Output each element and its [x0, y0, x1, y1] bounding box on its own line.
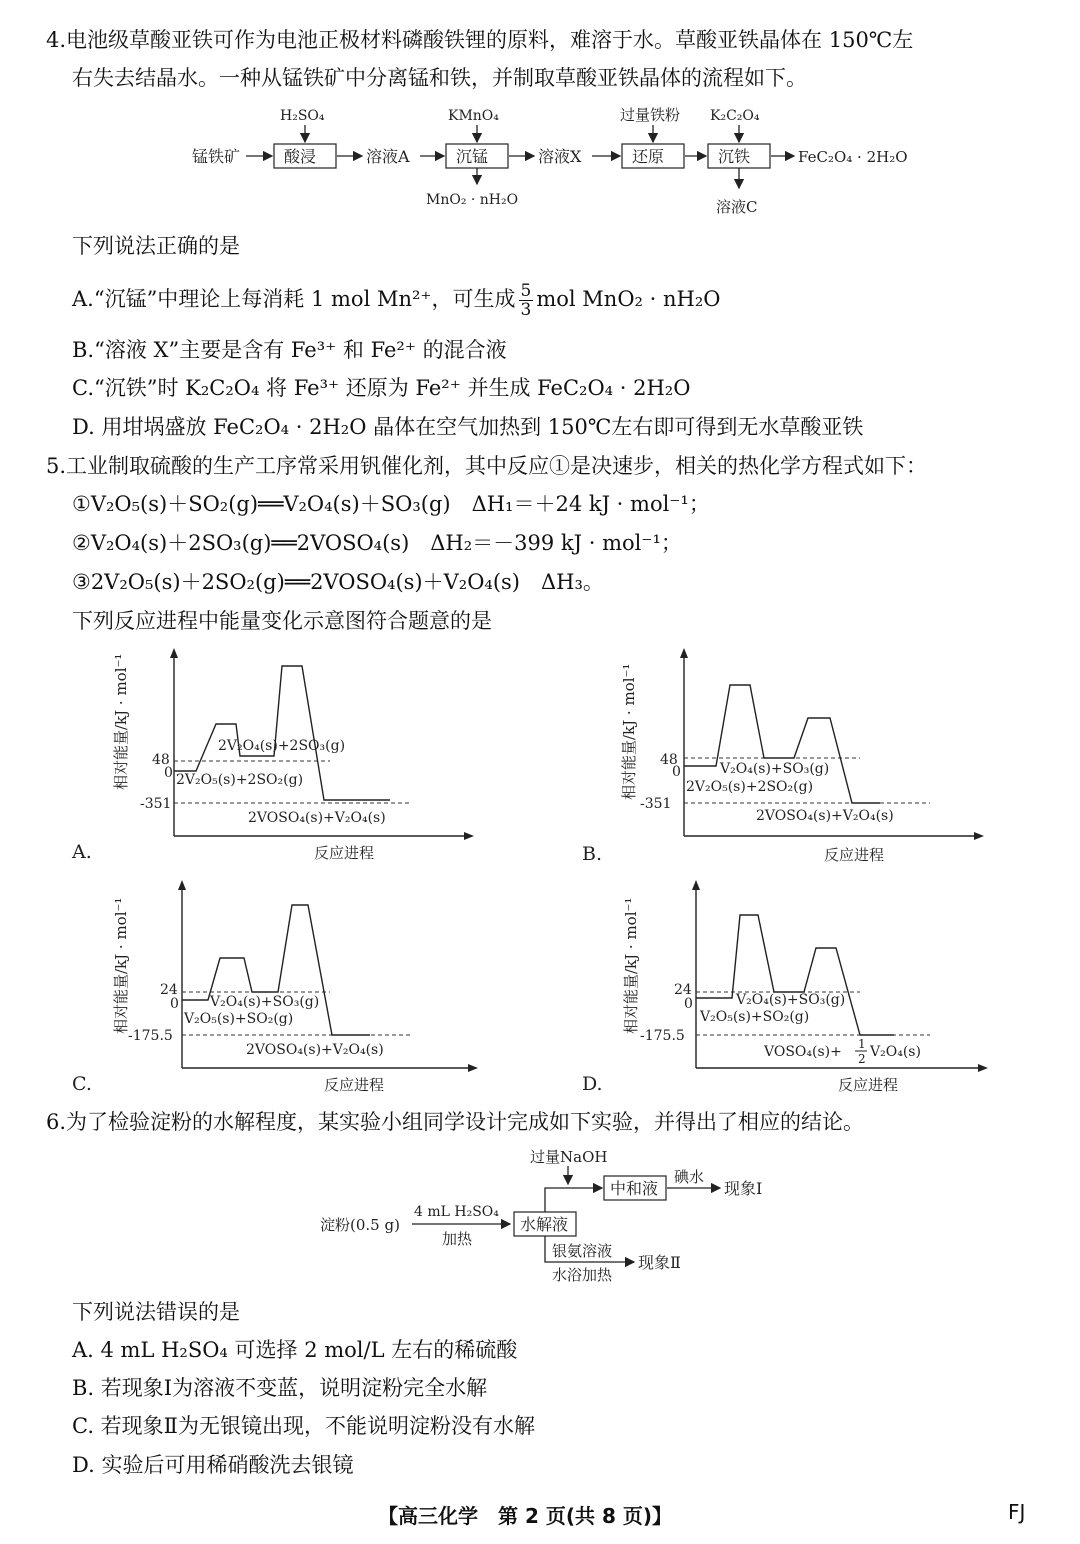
- option-label: D.: [582, 1073, 603, 1095]
- flow-ore: 锰铁矿: [192, 147, 241, 166]
- species-intermediate: V₂O₄(s)+SO₃(g): [720, 761, 830, 777]
- q6-stem: 为了检验淀粉的水解程度，某实验小组同学设计完成如下实验，并得出了相应的结论。: [66, 1110, 865, 1134]
- species-reactants: 2V₂O₅(s)+2SO₂(g): [686, 779, 814, 795]
- q4-option-a-text: A.“沉锰”中理论上每消耗 1 mol Mn²⁺，可生成: [72, 287, 516, 311]
- flow-sol-x: 溶液X: [538, 147, 582, 166]
- q5-eq2: ②V₂O₄(s)＋2SO₃(g)══2VOSO₄(s) ΔH₂＝－399 kJ · mol⁻¹；: [72, 531, 682, 555]
- flow6-start: 淀粉(0.5 g): [320, 1216, 400, 1234]
- species-products: 2VOSO₄(s)+V₂O₄(s): [248, 810, 386, 826]
- fraction-denominator: 3: [520, 300, 532, 320]
- flow6-silver-bottom: 水浴加热: [552, 1266, 613, 1284]
- flow6-reagent-bottom: 加热: [442, 1230, 473, 1248]
- tick-high: 48: [152, 752, 170, 768]
- flow-step4-product: 溶液C: [716, 198, 758, 216]
- flow6-iodine: 碘水: [674, 1168, 705, 1186]
- energy-diagram-c: [70, 872, 510, 1102]
- q6-option-b: B. 若现象Ⅰ为溶液不变蓝，说明淀粉完全水解: [72, 1376, 488, 1400]
- option-label: C.: [72, 1073, 92, 1095]
- q5-stem: 工业制取硫酸的生产工序常采用钒催化剂，其中反应①是决速步，相关的热化学方程式如下：: [66, 454, 928, 478]
- y-axis-label: 相对能量/kJ · mol⁻¹: [620, 663, 638, 800]
- flow-step2-reagent: KMnO₄: [448, 108, 499, 124]
- species-products: 2VOSO₄(s)+V₂O₄(s): [756, 808, 894, 824]
- tick-high: 48: [660, 752, 678, 768]
- q4-stem-line2: 右失去结晶水。一种从锰铁矿中分离锰和铁，并制取草酸亚铁晶体的流程如下。: [72, 66, 807, 90]
- q6-number: 6.: [46, 1110, 67, 1134]
- q6-option-c: C. 若现象Ⅱ为无银镜出现，不能说明淀粉没有水解: [72, 1414, 535, 1438]
- flow6-neutral: 中和液: [610, 1179, 659, 1198]
- flow-step2-product: MnO₂ · nH₂O: [426, 192, 519, 208]
- flow6-reagent-top: 4 mL H₂SO₄: [414, 1204, 499, 1220]
- energy-diagram-d: [580, 872, 1020, 1102]
- species-reactants: V₂O₅(s)+SO₂(g): [700, 1009, 810, 1025]
- q4-option-a: [72, 282, 720, 319]
- q4-prompt: 下列说法正确的是: [72, 234, 240, 258]
- q6-stem-line: [46, 1108, 864, 1136]
- q6-option-d: D. 实验后可用稀硝酸洗去银镜: [72, 1453, 354, 1477]
- tick-zero: 0: [170, 996, 179, 1012]
- q4-flowchart: [180, 100, 940, 218]
- x-axis-label: 反应进程: [824, 846, 885, 864]
- flow-step4-reagent: K₂C₂O₄: [710, 108, 760, 124]
- species-intermediate: V₂O₄(s)+SO₃(g): [736, 992, 846, 1008]
- q5-stem-line: [46, 452, 927, 480]
- q5-eq3: ③2V₂O₅(s)＋2SO₂(g)══2VOSO₄(s)＋V₂O₄(s) ΔH₃。: [72, 570, 604, 594]
- tick-low: -175.5: [128, 1028, 173, 1044]
- species-reactants: V₂O₅(s)+SO₂(g): [184, 1011, 294, 1027]
- q4-option-a-fraction: [519, 282, 534, 319]
- flow-step3-reagent: 过量铁粉: [620, 106, 681, 124]
- fraction-denominator: 2: [858, 1052, 866, 1066]
- option-label: A.: [72, 841, 92, 863]
- q4-option-d: D. 用坩埚盛放 FeC₂O₄ · 2H₂O 晶体在空气加热到 150℃左右即可得到无水草酸亚铁: [72, 415, 864, 439]
- species-intermediate: 2V₂O₄(s)+2SO₃(g): [218, 738, 346, 754]
- tick-high: 24: [160, 982, 178, 998]
- species-reactants: 2V₂O₅(s)+2SO₂(g): [176, 772, 304, 788]
- species-products: 2VOSO₄(s)+V₂O₄(s): [246, 1042, 384, 1058]
- option-label: B.: [582, 843, 603, 865]
- tick-low: -351: [640, 796, 672, 812]
- y-axis-label: 相对能量/kJ · mol⁻¹: [622, 897, 640, 1034]
- q5-prompt: 下列反应进程中能量变化示意图符合题意的是: [72, 609, 492, 633]
- tick-zero: 0: [684, 996, 693, 1012]
- y-axis-label: 相对能量/kJ · mol⁻¹: [112, 653, 130, 790]
- tick-high: 24: [674, 982, 692, 998]
- tick-low: -351: [140, 796, 172, 812]
- q5-eq1: ①V₂O₅(s)＋SO₂(g)══V₂O₄(s)＋SO₃(g) ΔH₁＝＋24 kJ · mol⁻¹；: [72, 492, 710, 516]
- flow6-phen1: 现象Ⅰ: [724, 1179, 763, 1198]
- q4-stem-line1: [46, 26, 913, 54]
- flow6-phen2: 现象Ⅱ: [638, 1253, 681, 1272]
- species-intermediate: V₂O₄(s)+SO₃(g): [210, 994, 320, 1010]
- footer-code: FJ: [1008, 1500, 1026, 1524]
- flow-step3: 还原: [632, 147, 665, 166]
- species-products-part2: V₂O₄(s): [870, 1044, 921, 1060]
- tick-low: -175.5: [640, 1028, 685, 1044]
- x-axis-label: 反应进程: [314, 844, 375, 862]
- flow6-silver-top: 银氨溶液: [552, 1242, 613, 1260]
- q4-option-a-unit: mol MnO₂ · nH₂O: [536, 287, 721, 311]
- flow-final: FeC₂O₄ · 2H₂O: [798, 148, 908, 166]
- fraction-numerator: 1: [858, 1037, 866, 1051]
- tick-zero: 0: [164, 765, 173, 781]
- flow-step1: 酸浸: [284, 147, 317, 166]
- q5-number: 5.: [46, 454, 67, 478]
- q6-prompt: 下列说法错误的是: [72, 1300, 240, 1324]
- q4-option-b: B.“溶液 X”主要是含有 Fe³⁺ 和 Fe²⁺ 的混合液: [72, 338, 507, 362]
- flow6-naoh: 过量NaOH: [530, 1148, 608, 1166]
- fraction-numerator: 5: [520, 281, 532, 301]
- q4-number: 4.: [46, 28, 67, 52]
- flow-step1-reagent: H₂SO₄: [280, 108, 325, 124]
- tick-zero: 0: [672, 764, 681, 780]
- q4-stem-text1: 电池级草酸亚铁可作为电池正极材料磷酸铁锂的原料，难溶于水。草酸亚铁晶体在 150℃左: [66, 28, 914, 52]
- q6-option-a: A. 4 mL H₂SO₄ 可选择 2 mol/L 左右的稀硫酸: [72, 1338, 518, 1362]
- energy-diagram-a: [70, 640, 510, 870]
- flow-step2: 沉锰: [456, 147, 489, 166]
- q4-option-c: C.“沉铁”时 K₂C₂O₄ 将 Fe³⁺ 还原为 Fe²⁺ 并生成 FeC₂O₄ · 2H₂O: [72, 376, 691, 400]
- flow-step4: 沉铁: [718, 147, 751, 166]
- energy-diagram-b: [580, 640, 1020, 870]
- flow6-hydrolysate: 水解液: [520, 1215, 569, 1234]
- y-axis-label: 相对能量/kJ · mol⁻¹: [112, 897, 130, 1034]
- page-footer: 【高三化学 第 2 页(共 8 页)】: [378, 1504, 672, 1528]
- x-axis-label: 反应进程: [838, 1076, 899, 1094]
- q6-flowchart: [310, 1140, 810, 1290]
- x-axis-label: 反应进程: [324, 1076, 385, 1094]
- species-products-part1: VOSO₄(s)+: [764, 1044, 842, 1060]
- flow-sol-a: 溶液A: [366, 147, 410, 166]
